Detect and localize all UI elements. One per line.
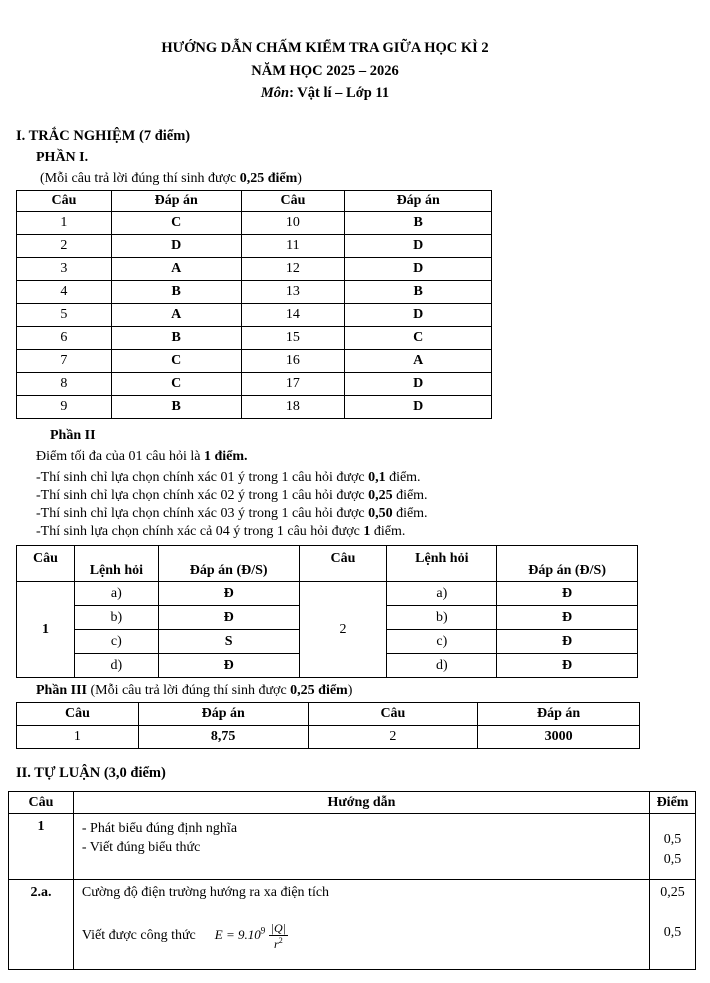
question-number: 11 [241,235,345,258]
sub-question-label: b) [387,606,497,630]
sub-question-label: c) [387,630,497,654]
scoring-rule [36,470,421,486]
table-row [17,582,638,606]
question-number: 2 [299,582,387,678]
formula-denominator-wrap [269,936,288,950]
col-header-cau: Câu [9,792,74,814]
table-header-row [17,546,638,582]
formula-den-exponent: 2 [278,936,283,945]
rule-text: -Thí sinh chỉ lựa chọn chính xác 03 ý trong 1 câu hỏi được [36,506,369,521]
guidance-line: - Phát biểu đúng định nghĩa [81,821,238,836]
col-header-dapan-ds: Đáp án (Đ/S) [497,546,638,582]
essay-guidance [73,814,649,880]
point-value: 0,5 [663,852,682,868]
sub-question-label: a) [387,582,497,606]
part1-table [16,190,492,419]
table-row [17,304,492,327]
question-number: 8 [17,373,112,396]
subject-value: : Vật lí – Lớp 11 [289,85,390,101]
true-false-answer: Đ [497,630,638,654]
essay-points [650,880,696,970]
col-header-cau: Câu [308,703,478,726]
answer-value: 3000 [478,726,640,749]
part3-note-close: ) [347,683,353,698]
formula-fraction [269,922,288,950]
question-number: 10 [241,212,345,235]
part1-note-text: (Mỗi câu trả lời đúng thí sinh được [40,171,240,186]
formula-lhs: E = 9.10 [214,927,261,943]
col-header-cau: Câu [299,546,387,582]
rule-text: -Thí sinh lựa chọn chính xác cả 04 ý trong 1 câu hỏi được [36,524,364,539]
question-number: 16 [241,350,345,373]
question-number: 17 [241,373,345,396]
guidance-formula-line [82,922,649,950]
question-number: 6 [17,327,112,350]
col-header-cau: Câu [17,703,139,726]
essay-points [650,814,696,880]
formula-denominator: r [274,937,279,951]
table-row [17,258,492,281]
answer-value: C [345,327,492,350]
formula-exponent: 9 [260,925,266,936]
col-header-dapan: Đáp án [111,191,241,212]
answer-value: B [111,396,241,419]
essay-guidance [73,880,649,970]
answer-value: C [111,373,241,396]
true-false-answer: Đ [158,582,299,606]
col-header-lenhhoi: Lệnh hỏi [74,546,158,582]
part3-table [16,702,640,749]
question-number: 3 [17,258,112,281]
rule-unit: điểm. [392,506,428,521]
answer-value: C [111,212,241,235]
guidance-line: Cường độ điện trường hướng ra xa điện tích [81,885,330,900]
max-score-text: Điểm tối đa của 01 câu hỏi là [36,449,204,464]
true-false-answer: Đ [158,606,299,630]
answer-value: D [345,373,492,396]
rule-points: 0,1 [368,470,386,485]
rule-text: -Thí sinh chỉ lựa chọn chính xác 01 ý trong 1 câu hỏi được [36,470,369,485]
table-row [9,880,696,970]
table-header-row [17,703,640,726]
part1-note-close: ) [297,171,302,186]
scoring-rule [36,506,428,522]
answer-value: D [345,235,492,258]
part1-heading: PHẦN I. [36,150,89,165]
table-row [9,814,696,880]
sub-question-label: b) [74,606,158,630]
rule-points: 0,50 [368,506,393,521]
question-number: 9 [17,396,112,419]
table-row [17,281,492,304]
formula-numerator: |Q| [270,921,286,935]
table-row [17,327,492,350]
question-number: 18 [241,396,345,419]
doc-title: HƯỚNG DẪN CHẤM KIỂM TRA GIỮA HỌC KÌ 2 [161,40,489,56]
scoring-rule [36,524,405,540]
col-header-cau: Câu [17,191,112,212]
table-header-row [17,191,492,212]
subject-line [0,85,650,102]
section2-title: II. TỰ LUẬN (3,0 điểm) [16,765,166,781]
question-number: 1 [17,726,139,749]
col-header-cau: Câu [241,191,345,212]
table-row [17,373,492,396]
question-number: 14 [241,304,345,327]
answer-value: B [111,327,241,350]
question-number: 15 [241,327,345,350]
essay-question-number: 2.a. [9,880,74,970]
rule-points: 0,25 [368,488,393,503]
school-year: NĂM HỌC 2025 – 2026 [251,63,399,79]
question-number: 12 [241,258,345,281]
point-value: 0,25 [660,885,685,900]
answer-value: A [345,350,492,373]
true-false-answer: Đ [158,654,299,678]
question-number: 1 [17,582,75,678]
question-number: 2 [17,235,112,258]
question-number: 2 [308,726,478,749]
part3-heading-line [36,683,352,699]
table-row [17,350,492,373]
col-header-dapan: Đáp án [138,703,308,726]
section1-title: I. TRẮC NGHIỆM (7 điểm) [16,128,191,144]
col-header-lenhhoi: Lệnh hỏi [387,546,497,582]
question-number: 4 [17,281,112,304]
part2-heading: Phần II [50,428,96,443]
scoring-rule [36,488,428,504]
true-false-answer: Đ [497,606,638,630]
question-number: 5 [17,304,112,327]
col-header-dapan-ds: Đáp án (Đ/S) [158,546,299,582]
essay-question-number: 1 [9,814,74,880]
answer-value: B [345,281,492,304]
part1-note [40,171,302,187]
guidance-line: Viết được công thức [81,928,196,944]
sub-question-label: d) [74,654,158,678]
part3-note-bold: 0,25 điểm [290,683,348,698]
rule-unit: điểm. [385,470,421,485]
part3-heading: Phần III [36,683,87,698]
rule-points: 1 [363,524,371,539]
part2-table [16,545,638,678]
true-false-answer: Đ [497,582,638,606]
answer-value: D [111,235,241,258]
sub-question-label: c) [74,630,158,654]
subject-label: Môn [260,85,290,101]
true-false-answer: S [158,630,299,654]
answer-value: D [345,304,492,327]
answer-value: D [345,258,492,281]
sub-question-label: a) [74,582,158,606]
table-row [17,235,492,258]
answer-value: B [345,212,492,235]
sub-question-label: d) [387,654,497,678]
essay-table [8,791,696,970]
part3-note-text: (Mỗi câu trả lời đúng thí sinh được [86,683,291,698]
question-number: 13 [241,281,345,304]
col-header-dapan: Đáp án [478,703,640,726]
rule-unit: điểm. [370,524,406,539]
table-header-row [9,792,696,814]
col-header-dapan: Đáp án [345,191,492,212]
rule-unit: điểm. [392,488,428,503]
point-value: 0,5 [663,925,682,940]
question-number: 1 [17,212,112,235]
table-row [17,726,640,749]
part2-max-score [36,449,248,465]
guidance-line: - Viết đúng biểu thức [81,839,201,855]
answer-value: A [111,304,241,327]
table-row [17,212,492,235]
col-header-diem: Điểm [650,792,696,814]
rule-text: -Thí sinh chỉ lựa chọn chính xác 02 ý trong 1 câu hỏi được [36,488,369,503]
col-header-huongdan: Hướng dẫn [73,792,649,814]
point-value: 0,5 [663,832,682,847]
question-number: 7 [17,350,112,373]
answer-value: 8,75 [138,726,308,749]
answer-value: A [111,258,241,281]
answer-value: C [111,350,241,373]
max-score-bold: 1 điểm. [203,449,248,464]
answer-value: B [111,281,241,304]
answer-value: D [345,396,492,419]
col-header-cau: Câu [17,546,75,582]
true-false-answer: Đ [497,654,638,678]
part1-note-bold: 0,25 điểm [239,171,298,186]
table-row [17,396,492,419]
